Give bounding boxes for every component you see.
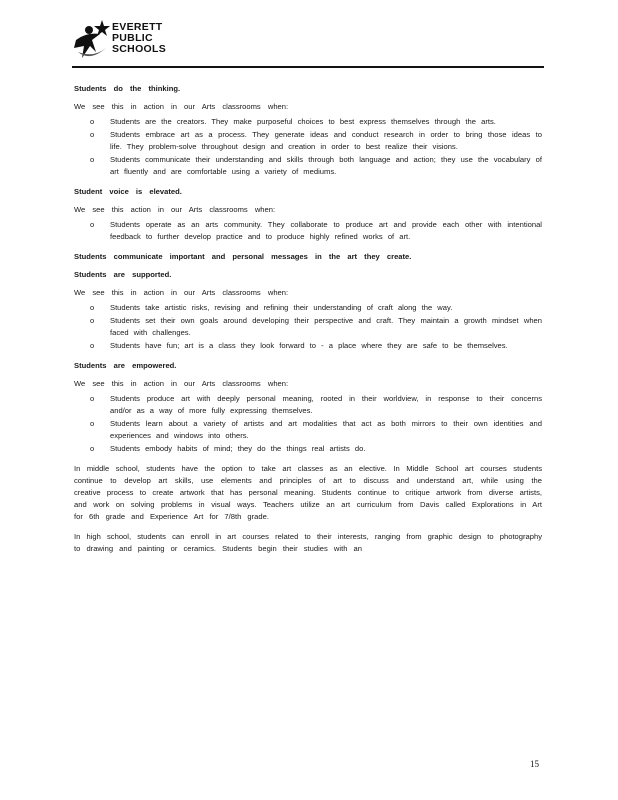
list-item-text: Students embody habits of mind; they do the things real artists do. bbox=[110, 444, 366, 453]
section-intro: We see this in action in our Arts classrooms when: bbox=[74, 288, 289, 297]
section-heading: Student voice is elevated. bbox=[74, 187, 182, 196]
bullet-list bbox=[74, 393, 542, 455]
bullet-mark: o bbox=[90, 444, 95, 453]
list-item-text: Students operate as an arts community. They collaborate to produce art and provide each other with intentional feedback to further develop practice and to produce highly refined works of art. bbox=[110, 220, 542, 241]
district-logo bbox=[72, 18, 182, 62]
bullet-mark: o bbox=[90, 130, 95, 139]
section-intro: We see this action in our Arts classrooms when: bbox=[74, 205, 276, 214]
list-item-text: Students set their own goals around developing their perspective and craft. They maintain a growth mindset when faced with challenges. bbox=[110, 316, 542, 337]
list-item bbox=[74, 443, 542, 455]
section-intro: We see this in action in our Arts classrooms when: bbox=[74, 102, 289, 111]
section-heading: Students are supported. bbox=[74, 270, 172, 279]
list-item bbox=[74, 340, 542, 352]
list-item bbox=[74, 393, 542, 417]
section-heading: Students are empowered. bbox=[74, 361, 177, 370]
bullet-mark: o bbox=[90, 117, 95, 126]
bullet-list bbox=[74, 116, 542, 178]
header-rule bbox=[72, 66, 544, 68]
list-item-text: Students embrace art as a process. They generate ideas and conduct research in order to bring those ideas to life. They problem-solve throughout design and creation in order to best realize their visions. bbox=[110, 130, 542, 151]
bullet-list bbox=[74, 302, 542, 352]
section-intro: We see this in action in our Arts classrooms when: bbox=[74, 379, 289, 388]
list-item-text: Students communicate their understanding and skills through both language and action; they use the vocabulary of art fluently and are comfortable using a variety of mediums. bbox=[110, 155, 542, 176]
list-item-text: Students produce art with deeply personal meaning, rooted in their worldview, in response to their concerns and/or as a way of more fully expressing themselves. bbox=[110, 394, 542, 415]
bullet-mark: o bbox=[90, 394, 95, 403]
bullet-mark: o bbox=[90, 419, 95, 428]
bullet-mark: o bbox=[90, 155, 95, 164]
bullet-mark: o bbox=[90, 220, 95, 229]
list-item bbox=[74, 154, 542, 178]
list-item-text: Students have fun; art is a class they look forward to - a place where they are safe to be themselves. bbox=[110, 341, 508, 350]
bullet-list bbox=[74, 219, 542, 243]
page-number: 15 bbox=[530, 759, 539, 769]
body-paragraph: In middle school, students have the option to take art classes as an elective. In Middle School art courses students continue to develop art skills, use elements and principles of art to discuss and understand art, while using the creative process to create artwork that has personal meaning. Students continue to critique artwork from diverse artists, and work on solving problems in visual ways. Teachers utilize an art curriculum from Davis called Explorations in Art for 6th grade and Experience Art for 7/8th grade. bbox=[74, 464, 542, 521]
list-item bbox=[74, 116, 542, 128]
figure-star-icon bbox=[72, 18, 112, 62]
list-item bbox=[74, 219, 542, 243]
list-item bbox=[74, 129, 542, 153]
body-paragraph: In high school, students can enroll in art courses related to their interests, ranging from graphic design to photography to drawing and painting or ceramics. Students begin their studies with an bbox=[74, 532, 542, 553]
list-item bbox=[74, 418, 542, 442]
logo-line: SCHOOLS bbox=[112, 43, 167, 55]
logo-line: PUBLIC bbox=[112, 32, 153, 44]
list-item-text: Students take artistic risks, revising and refining their understanding of craft along the way. bbox=[110, 303, 453, 312]
list-item-text: Students learn about a variety of artists and art modalities that act as both mirrors to their own identities and experiences and windows into others. bbox=[110, 419, 542, 440]
bullet-mark: o bbox=[90, 303, 95, 312]
bullet-mark: o bbox=[90, 316, 95, 325]
list-item bbox=[74, 302, 542, 314]
list-item bbox=[74, 315, 542, 339]
list-item-text: Students are the creators. They make purposeful choices to best express themselves through the arts. bbox=[110, 117, 496, 126]
logo-line: EVERETT bbox=[112, 21, 163, 33]
section-heading: Students communicate important and personal messages in the art they create. bbox=[74, 252, 412, 261]
document-body bbox=[74, 83, 542, 563]
logo-wordmark bbox=[112, 22, 166, 55]
bullet-mark: o bbox=[90, 341, 95, 350]
section-heading: Students do the thinking. bbox=[74, 84, 181, 93]
